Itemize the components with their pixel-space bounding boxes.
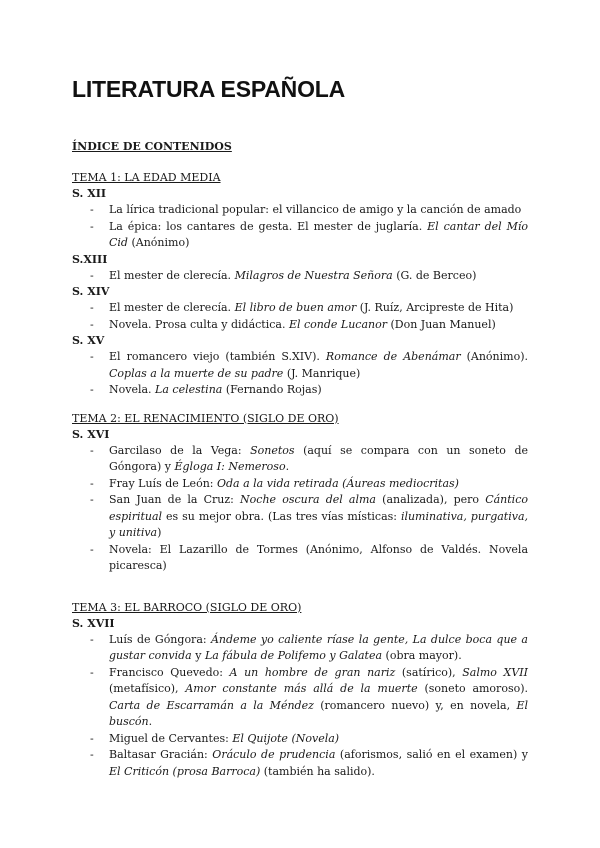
list-item: - La épica: los cantares de gesta. El mester de juglaría. El cantar del Mío Cid (Anónimo) (72, 219, 528, 252)
century-xiv-label: S. XIV (72, 285, 110, 298)
century-xiv-list (72, 300, 528, 333)
list-item: - Baltasar Gracián: Oráculo de prudencia (aforismos, salió en el examen) y El Criticón (prosa Barroca) (también ha salido). (72, 747, 528, 780)
document-title: LITERATURA ESPAÑOLA (72, 76, 346, 102)
tema-3-section (72, 600, 528, 781)
list-item: - Miguel de Cervantes: El Quijote (Novela) (72, 731, 528, 748)
century-xiii-label: S.XIII (72, 252, 108, 266)
list-item: - Francisco Quevedo: A un hombre de gran nariz (satírico), Salmo XVII (metafísico), Amor constante más allá de la muerte (soneto amoroso). Carta de Escarramán a la Méndez (romancero nuevo) y, en novela, El buscón. (72, 665, 528, 731)
list-item: - La lírica tradicional popular: el villancico de amigo y la canción de amado (72, 202, 528, 219)
century-xii-label: S. XII (72, 187, 107, 200)
century-xvii-list (72, 632, 528, 781)
tema-3-heading: TEMA 3: EL BARROCO (SIGLO DE ORO) (72, 600, 302, 614)
century-xiii-list (72, 268, 528, 285)
list-item: - El mester de clerecía. El libro de buen amor (J. Ruíz, Arcipreste de Hita) (72, 300, 528, 317)
tema-1-heading: TEMA 1: LA EDAD MEDIA (72, 171, 221, 184)
list-item: - El romancero viejo (también S.XIV). Romance de Abenámar (Anónimo). Coplas a la muerte de su padre (J. Manrique) (72, 349, 528, 382)
century-xvii-label: S. XVII (72, 616, 115, 630)
list-item: - Luís de Góngora: Ándeme yo caliente ríase la gente, La dulce boca que a gustar convida y La fábula de Polifemo y Galatea (obra mayor). (72, 632, 528, 665)
list-item: - Novela. La celestina (Fernando Rojas) (72, 382, 528, 399)
century-xv-list (72, 349, 528, 399)
century-xvi-list (72, 443, 528, 575)
list-item: - San Juan de la Cruz: Noche oscura del alma (analizada), pero Cántico espiritual es su mejor obra. (Las tres vías místicas: iluminativa, purgativa, y unitiva) (72, 492, 528, 542)
century-xv-label: S. XV (72, 334, 105, 347)
index-heading: ÍNDICE DE CONTENIDOS (72, 140, 232, 153)
list-item: - Fray Luís de León: Oda a la vida retirada (Áureas mediocritas) (72, 476, 528, 493)
tema-2-section (72, 411, 528, 575)
list-item: - Novela: El Lazarillo de Tormes (Anónimo, Alfonso de Valdés. Novela picaresca) (72, 542, 528, 575)
century-xii-list (72, 202, 528, 252)
list-item: - El mester de clerecía. Milagros de Nuestra Señora (G. de Berceo) (72, 268, 528, 285)
tema-1-section (72, 170, 528, 399)
tema-2-heading: TEMA 2: EL RENACIMIENTO (SIGLO DE ORO) (72, 411, 339, 425)
century-xvi-label: S. XVI (72, 427, 110, 441)
list-item: - Garcilaso de la Vega: Sonetos (aquí se compara con un soneto de Góngora) y Égloga I: Nemeroso. (72, 443, 528, 476)
list-item: - Novela. Prosa culta y didáctica. El conde Lucanor (Don Juan Manuel) (72, 317, 528, 334)
